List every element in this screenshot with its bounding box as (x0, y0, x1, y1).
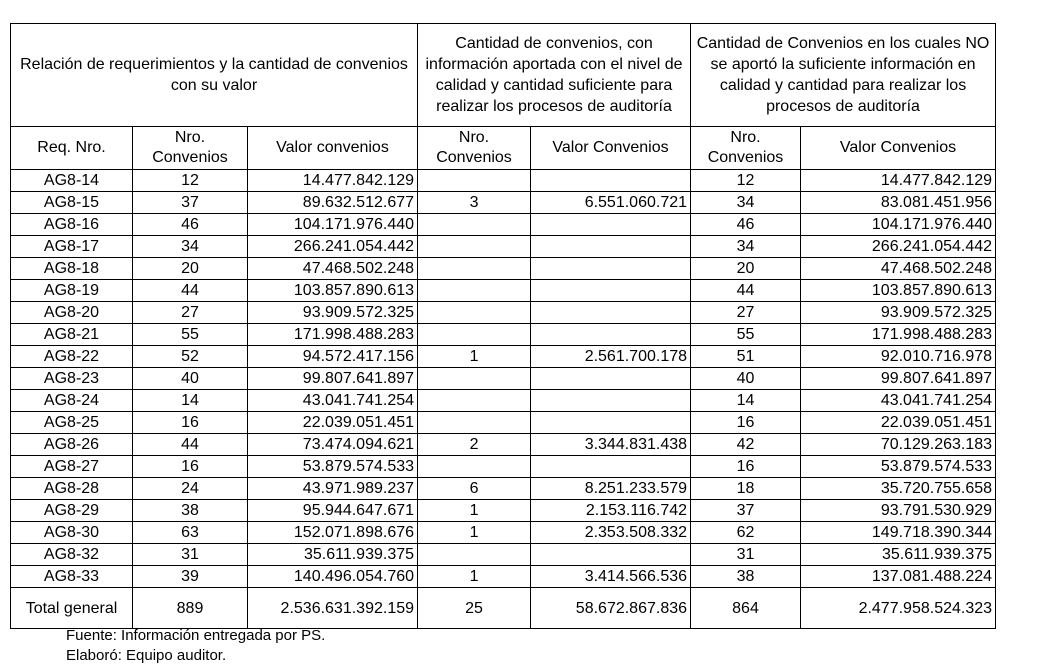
col-header-nro-convenios: Nro. Convenios (133, 127, 248, 170)
valor-ok-cell: 2.153.116.742 (531, 500, 691, 522)
valor-ok-cell (531, 280, 691, 302)
valor-cell: 43.971.989.237 (248, 478, 418, 500)
nro-no-cell: 55 (691, 324, 801, 346)
nro-no-cell: 51 (691, 346, 801, 368)
valor-cell: 104.171.976.440 (248, 214, 418, 236)
valor-ok-cell: 2.561.700.178 (531, 346, 691, 368)
valor-ok-cell: 3.414.566.536 (531, 566, 691, 588)
nro-cell: 27 (133, 302, 248, 324)
valor-no-cell: 47.468.502.248 (801, 258, 996, 280)
req-cell: AG8-15 (11, 192, 133, 214)
nro-no-cell: 40 (691, 368, 801, 390)
nro-ok-cell: 1 (418, 522, 531, 544)
header-con-informacion: Cantidad de convenios, con información aportada con el nivel de calidad y cantidad suficiente para realizar los procesos de auditoría (418, 24, 691, 127)
req-cell: AG8-19 (11, 280, 133, 302)
table-row (11, 324, 996, 346)
valor-ok-cell (531, 456, 691, 478)
nro-no-cell: 46 (691, 214, 801, 236)
valor-ok-cell: 3.344.831.438 (531, 434, 691, 456)
col-header-valor-convenios-no: Valor Convenios (801, 127, 996, 170)
valor-ok-cell (531, 412, 691, 434)
req-cell: AG8-16 (11, 214, 133, 236)
nro-cell: 14 (133, 390, 248, 412)
nro-ok-cell: 1 (418, 566, 531, 588)
table-row (11, 346, 996, 368)
nro-ok-cell: 1 (418, 346, 531, 368)
req-cell: AG8-32 (11, 544, 133, 566)
req-cell: AG8-27 (11, 456, 133, 478)
valor-ok-cell (531, 390, 691, 412)
valor-ok-cell (531, 236, 691, 258)
valor-cell: 53.879.574.533 (248, 456, 418, 478)
valor-cell: 152.071.898.676 (248, 522, 418, 544)
convenios-table (10, 23, 996, 629)
nro-cell: 38 (133, 500, 248, 522)
valor-no-cell: 137.081.488.224 (801, 566, 996, 588)
req-cell: AG8-24 (11, 390, 133, 412)
nro-ok-cell (418, 390, 531, 412)
nro-ok-cell (418, 236, 531, 258)
table-row (11, 412, 996, 434)
valor-cell: 94.572.417.156 (248, 346, 418, 368)
valor-cell: 99.807.641.897 (248, 368, 418, 390)
valor-ok-cell (531, 302, 691, 324)
nro-ok-cell (418, 302, 531, 324)
nro-no-cell: 16 (691, 456, 801, 478)
nro-ok-cell (418, 258, 531, 280)
nro-ok-cell (418, 456, 531, 478)
total-row (11, 588, 996, 629)
nro-ok-cell (418, 170, 531, 192)
table-row (11, 170, 996, 192)
nro-cell: 37 (133, 192, 248, 214)
valor-no-cell: 53.879.574.533 (801, 456, 996, 478)
footnote-fuente: Fuente: Información entregada por PS. (66, 627, 326, 644)
valor-cell: 43.041.741.254 (248, 390, 418, 412)
valor-ok-cell: 2.353.508.332 (531, 522, 691, 544)
nro-cell: 63 (133, 522, 248, 544)
valor-ok-cell (531, 258, 691, 280)
table-row (11, 280, 996, 302)
valor-cell: 14.477.842.129 (248, 170, 418, 192)
valor-cell: 89.632.512.677 (248, 192, 418, 214)
table-body (11, 170, 996, 629)
table-row (11, 302, 996, 324)
nro-no-cell: 31 (691, 544, 801, 566)
total-nro-no: 864 (691, 588, 801, 629)
table-row (11, 434, 996, 456)
total-valor-ok: 58.672.867.836 (531, 588, 691, 629)
nro-no-cell: 42 (691, 434, 801, 456)
req-cell: AG8-23 (11, 368, 133, 390)
valor-no-cell: 103.857.890.613 (801, 280, 996, 302)
req-cell: AG8-25 (11, 412, 133, 434)
table-row (11, 566, 996, 588)
total-label: Total general (11, 588, 133, 629)
valor-no-cell: 93.791.530.929 (801, 500, 996, 522)
valor-no-cell: 43.041.741.254 (801, 390, 996, 412)
nro-cell: 44 (133, 280, 248, 302)
valor-cell: 103.857.890.613 (248, 280, 418, 302)
req-cell: AG8-14 (11, 170, 133, 192)
valor-cell: 35.611.939.375 (248, 544, 418, 566)
valor-cell: 95.944.647.671 (248, 500, 418, 522)
valor-no-cell: 14.477.842.129 (801, 170, 996, 192)
col-header-req: Req. Nro. (11, 127, 133, 170)
table-row (11, 456, 996, 478)
nro-ok-cell (418, 214, 531, 236)
valor-no-cell: 92.010.716.978 (801, 346, 996, 368)
col-header-valor-convenios: Valor convenios (248, 127, 418, 170)
nro-no-cell: 20 (691, 258, 801, 280)
table-row (11, 368, 996, 390)
col-header-nro-convenios-ok: Nro. Convenios (418, 127, 531, 170)
nro-cell: 39 (133, 566, 248, 588)
table-row (11, 236, 996, 258)
valor-no-cell: 35.720.755.658 (801, 478, 996, 500)
nro-ok-cell (418, 412, 531, 434)
valor-ok-cell (531, 214, 691, 236)
valor-ok-cell: 6.551.060.721 (531, 192, 691, 214)
req-cell: AG8-29 (11, 500, 133, 522)
table-row (11, 544, 996, 566)
total-valor-no: 2.477.958.524.323 (801, 588, 996, 629)
valor-cell: 47.468.502.248 (248, 258, 418, 280)
nro-no-cell: 44 (691, 280, 801, 302)
nro-cell: 44 (133, 434, 248, 456)
nro-no-cell: 38 (691, 566, 801, 588)
nro-cell: 16 (133, 456, 248, 478)
valor-ok-cell: 8.251.233.579 (531, 478, 691, 500)
table-row (11, 522, 996, 544)
valor-ok-cell (531, 368, 691, 390)
valor-ok-cell (531, 544, 691, 566)
req-cell: AG8-28 (11, 478, 133, 500)
footnote-elaboro: Elaboró: Equipo auditor. (66, 647, 227, 664)
req-cell: AG8-20 (11, 302, 133, 324)
nro-ok-cell: 3 (418, 192, 531, 214)
valor-no-cell: 99.807.641.897 (801, 368, 996, 390)
nro-no-cell: 62 (691, 522, 801, 544)
nro-ok-cell (418, 280, 531, 302)
req-cell: AG8-21 (11, 324, 133, 346)
nro-no-cell: 27 (691, 302, 801, 324)
table-row (11, 214, 996, 236)
req-cell: AG8-30 (11, 522, 133, 544)
table-row (11, 192, 996, 214)
req-cell: AG8-33 (11, 566, 133, 588)
nro-ok-cell (418, 324, 531, 346)
valor-ok-cell (531, 324, 691, 346)
valor-no-cell: 70.129.263.183 (801, 434, 996, 456)
nro-no-cell: 14 (691, 390, 801, 412)
req-cell: AG8-26 (11, 434, 133, 456)
nro-no-cell: 16 (691, 412, 801, 434)
valor-cell: 171.998.488.283 (248, 324, 418, 346)
table-row (11, 258, 996, 280)
valor-no-cell: 22.039.051.451 (801, 412, 996, 434)
total-nro-ok: 25 (418, 588, 531, 629)
nro-no-cell: 37 (691, 500, 801, 522)
req-cell: AG8-17 (11, 236, 133, 258)
footnotes (66, 626, 325, 666)
col-header-nro-convenios-no: Nro. Convenios (691, 127, 801, 170)
nro-ok-cell: 1 (418, 500, 531, 522)
nro-no-cell: 12 (691, 170, 801, 192)
valor-cell: 266.241.054.442 (248, 236, 418, 258)
valor-cell: 22.039.051.451 (248, 412, 418, 434)
nro-cell: 12 (133, 170, 248, 192)
valor-no-cell: 93.909.572.325 (801, 302, 996, 324)
table-row (11, 478, 996, 500)
total-valor: 2.536.631.392.159 (248, 588, 418, 629)
nro-ok-cell: 6 (418, 478, 531, 500)
nro-cell: 55 (133, 324, 248, 346)
nro-cell: 46 (133, 214, 248, 236)
header-relacion: Relación de requerimientos y la cantidad de convenios con su valor (11, 24, 418, 127)
total-nro: 889 (133, 588, 248, 629)
table-row (11, 390, 996, 412)
col-header-valor-convenios-ok: Valor Convenios (531, 127, 691, 170)
nro-cell: 31 (133, 544, 248, 566)
valor-no-cell: 35.611.939.375 (801, 544, 996, 566)
valor-no-cell: 266.241.054.442 (801, 236, 996, 258)
header-sin-informacion: Cantidad de Convenios en los cuales NO se aportó la suficiente información en calidad y cantidad para realizar los procesos de auditoría (691, 24, 996, 127)
req-cell: AG8-18 (11, 258, 133, 280)
nro-ok-cell (418, 368, 531, 390)
valor-cell: 93.909.572.325 (248, 302, 418, 324)
valor-no-cell: 83.081.451.956 (801, 192, 996, 214)
valor-cell: 140.496.054.760 (248, 566, 418, 588)
nro-cell: 16 (133, 412, 248, 434)
valor-no-cell: 104.171.976.440 (801, 214, 996, 236)
nro-no-cell: 18 (691, 478, 801, 500)
nro-ok-cell (418, 544, 531, 566)
req-cell: AG8-22 (11, 346, 133, 368)
nro-no-cell: 34 (691, 192, 801, 214)
nro-ok-cell: 2 (418, 434, 531, 456)
nro-cell: 40 (133, 368, 248, 390)
valor-ok-cell (531, 170, 691, 192)
valor-no-cell: 171.998.488.283 (801, 324, 996, 346)
valor-cell: 73.474.094.621 (248, 434, 418, 456)
nro-no-cell: 34 (691, 236, 801, 258)
table-row (11, 500, 996, 522)
nro-cell: 24 (133, 478, 248, 500)
nro-cell: 52 (133, 346, 248, 368)
nro-cell: 34 (133, 236, 248, 258)
nro-cell: 20 (133, 258, 248, 280)
valor-no-cell: 149.718.390.344 (801, 522, 996, 544)
